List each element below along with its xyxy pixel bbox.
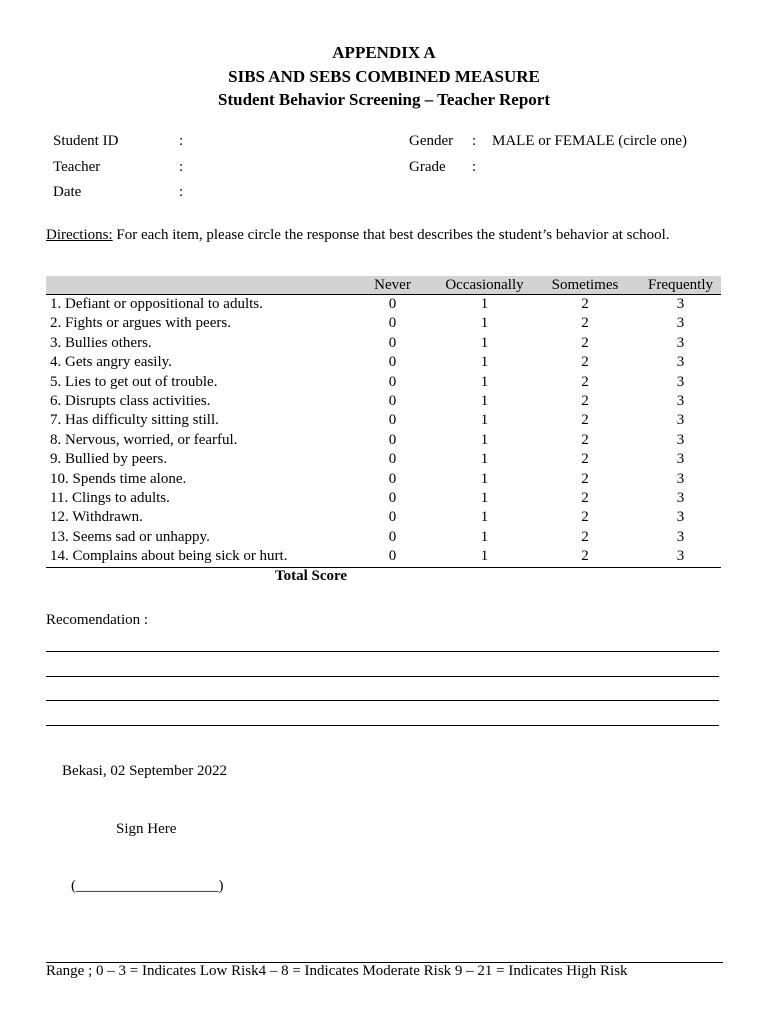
item-text: 4. Gets angry easily.	[50, 354, 172, 371]
score-sometimes[interactable]: 2	[581, 334, 589, 351]
table-row	[46, 450, 721, 469]
recommendation-label: Recomendation :	[46, 612, 149, 628]
table-row	[46, 470, 721, 489]
score-occasionally[interactable]: 1	[480, 470, 489, 487]
score-sometimes[interactable]: 2	[581, 431, 589, 448]
score-frequently[interactable]: 3	[676, 470, 685, 487]
item-text: 6. Disrupts class activities.	[50, 393, 211, 410]
score-never[interactable]: 0	[388, 451, 397, 468]
table-row	[46, 411, 721, 430]
score-sometimes[interactable]: 2	[581, 470, 589, 487]
score-occasionally[interactable]: 1	[480, 528, 489, 545]
student-id-label: Student ID	[53, 133, 119, 149]
table-row	[46, 528, 721, 547]
score-frequently[interactable]: 3	[676, 490, 685, 507]
score-never[interactable]: 0	[388, 354, 397, 371]
gender-value: MALE or FEMALE (circle one)	[492, 133, 687, 149]
table-row	[46, 508, 721, 527]
column-header-never: Never	[346, 276, 439, 295]
item-text: 9. Bullied by peers.	[50, 451, 168, 468]
item-text: 10. Spends time alone.	[50, 470, 187, 487]
score-occasionally[interactable]: 1	[439, 547, 530, 567]
score-occasionally[interactable]: 1	[480, 296, 489, 312]
score-never[interactable]: 0	[388, 334, 397, 351]
score-sometimes[interactable]: 2	[581, 393, 589, 410]
directions-text: For each item, please circle the response that best describes the student’s behavior at school.	[112, 227, 670, 243]
score-never[interactable]: 0	[388, 373, 397, 390]
score-occasionally[interactable]: 1	[480, 451, 489, 468]
score-occasionally[interactable]: 1	[480, 509, 489, 526]
item-text: 11. Clings to adults.	[50, 490, 170, 507]
score-frequently[interactable]: 3	[676, 296, 685, 312]
table-row	[46, 392, 721, 411]
behavior-items-table	[46, 276, 721, 568]
score-occasionally[interactable]: 1	[480, 490, 489, 507]
score-sometimes[interactable]: 2	[581, 412, 589, 429]
score-frequently[interactable]: 3	[676, 509, 685, 526]
score-never[interactable]: 0	[388, 528, 397, 545]
score-frequently[interactable]: 3	[676, 315, 685, 332]
item-text: 1. Defiant or oppositional to adults.	[50, 296, 263, 312]
item-text: 2. Fights or argues with peers.	[50, 315, 231, 332]
table-row	[46, 334, 721, 353]
table-row	[46, 547, 721, 567]
score-sometimes[interactable]: 2	[581, 315, 589, 332]
score-frequently[interactable]: 3	[640, 547, 721, 567]
report-title: Student Behavior Screening – Teacher Report	[218, 90, 550, 109]
table-row	[46, 489, 721, 508]
score-frequently[interactable]: 3	[676, 393, 685, 410]
teacher-label: Teacher	[53, 159, 101, 175]
gender-colon: :	[472, 133, 477, 149]
directions	[46, 227, 670, 244]
score-never[interactable]: 0	[346, 547, 439, 567]
score-frequently[interactable]: 3	[676, 451, 685, 468]
risk-range-footnote: Range ; 0 – 3 = Indicates Low Risk4 – 8 = Indicates Moderate Risk 9 – 21 = Indicates High Risk	[46, 963, 628, 979]
sign-here-label: Sign Here	[116, 821, 177, 837]
score-sometimes[interactable]: 2	[581, 490, 589, 507]
appendix-title: APPENDIX A	[332, 43, 436, 62]
date-colon: :	[179, 184, 184, 200]
score-sometimes[interactable]: 2	[530, 547, 640, 567]
recommendation-line-4[interactable]	[46, 725, 719, 726]
score-never[interactable]: 0	[388, 315, 397, 332]
score-sometimes[interactable]: 2	[581, 373, 589, 390]
score-frequently[interactable]: 3	[676, 354, 685, 371]
date-label: Date	[53, 184, 82, 200]
directions-label: Directions:	[46, 227, 113, 243]
score-frequently[interactable]: 3	[676, 412, 685, 429]
table-row	[46, 353, 721, 372]
table-row	[46, 295, 721, 315]
score-sometimes[interactable]: 2	[581, 451, 589, 468]
score-occasionally[interactable]: 1	[480, 373, 489, 390]
table-header-row	[46, 276, 721, 295]
item-text: 14. Complains about being sick or hurt.	[46, 547, 346, 567]
item-text: 12. Withdrawn.	[50, 509, 143, 526]
score-never[interactable]: 0	[388, 296, 397, 312]
grade-label: Grade	[409, 159, 446, 175]
gender-label: Gender	[409, 133, 454, 149]
table-row	[46, 373, 721, 392]
score-sometimes[interactable]: 2	[581, 528, 589, 545]
item-text: 5. Lies to get out of trouble.	[50, 373, 218, 390]
score-frequently[interactable]: 3	[676, 431, 685, 448]
column-header-occasionally: Occasionally	[439, 276, 530, 295]
score-frequently[interactable]: 3	[676, 373, 685, 390]
column-header-item	[46, 276, 346, 295]
recommendation-line-1[interactable]	[46, 651, 719, 652]
score-occasionally[interactable]: 1	[480, 334, 489, 351]
item-text: 13. Seems sad or unhappy.	[50, 528, 210, 545]
score-never[interactable]: 0	[388, 470, 397, 487]
score-occasionally[interactable]: 1	[480, 431, 489, 448]
table-row	[46, 431, 721, 450]
score-occasionally[interactable]: 1	[480, 354, 489, 371]
signature-line[interactable]: (___________________)	[71, 878, 224, 894]
score-never[interactable]: 0	[388, 431, 397, 448]
score-sometimes[interactable]: 2	[581, 296, 589, 312]
score-sometimes[interactable]: 2	[581, 509, 589, 526]
column-header-frequently: Frequently	[640, 276, 721, 295]
recommendation-line-3[interactable]	[46, 700, 719, 701]
measure-title: SIBS AND SEBS COMBINED MEASURE	[228, 67, 540, 86]
score-frequently[interactable]: 3	[676, 334, 685, 351]
score-never[interactable]: 0	[388, 412, 397, 429]
column-header-sometimes: Sometimes	[530, 276, 640, 295]
grade-colon: :	[472, 159, 477, 175]
score-never[interactable]: 0	[388, 509, 397, 526]
score-sometimes[interactable]: 2	[581, 354, 589, 371]
place-date: Bekasi, 02 September 2022	[62, 763, 227, 779]
item-text: 8. Nervous, worried, or fearful.	[50, 431, 238, 448]
table-body	[46, 295, 721, 568]
score-never[interactable]: 0	[388, 393, 397, 410]
score-occasionally[interactable]: 1	[480, 412, 489, 429]
teacher-colon: :	[179, 159, 184, 175]
total-score-label: Total Score	[275, 568, 348, 584]
score-occasionally[interactable]: 1	[480, 393, 489, 410]
recommendation-line-2[interactable]	[46, 676, 719, 677]
table-row	[46, 314, 721, 333]
student-id-colon: :	[179, 133, 184, 149]
score-occasionally[interactable]: 1	[480, 315, 489, 332]
item-text: 3. Bullies others.	[50, 334, 152, 351]
score-never[interactable]: 0	[388, 490, 397, 507]
score-frequently[interactable]: 3	[676, 528, 685, 545]
item-text: 7. Has difficulty sitting still.	[50, 412, 219, 429]
